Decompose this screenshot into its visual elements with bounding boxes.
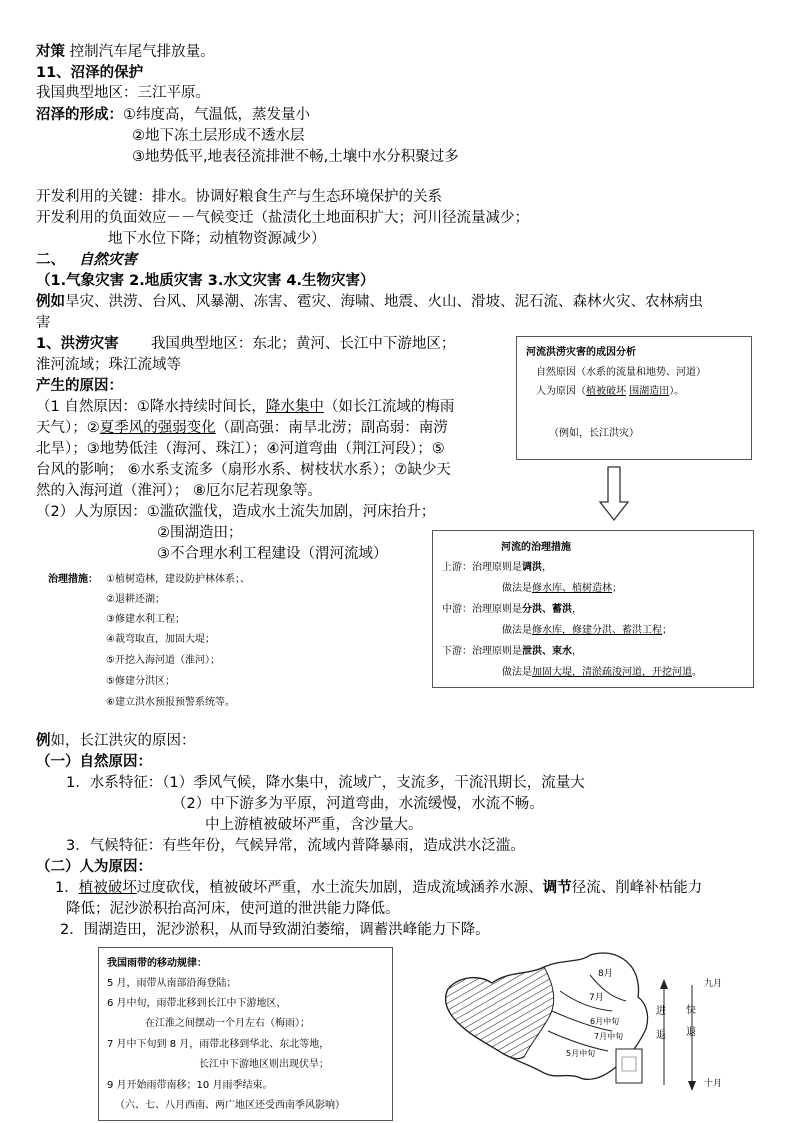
upstream-principle-c: ， — [542, 562, 552, 573]
line-swamp-formation — [36, 105, 310, 125]
measure-item: ⑤修建分洪区； — [106, 676, 175, 687]
label-example: 例如 — [36, 294, 65, 310]
measures-title: 治理措施： — [48, 574, 98, 585]
text-flood-regions: 我国典型地区：东北；黄河、长江中下游地区； — [150, 336, 456, 352]
text-yangtze-intro: 如，长江洪灾的原因： — [50, 733, 196, 749]
text-climate: 3．气候特征：有些年份，气候异常，流域内普降暴雨，造成洪水泛滥。 — [66, 838, 525, 854]
text-disaster-types: （1.气象灾害 2.地质灾害 3.水文灾害 4.生物灾害） — [36, 273, 375, 289]
downstream-principle-b: 泄洪、束水 — [522, 646, 572, 657]
rain-belt-line: 9 月开始雨带南移；10 月雨季结束。 — [107, 1080, 273, 1091]
governance-title: 河流的治理措施 — [501, 542, 571, 553]
cause-box-human-b: 植被破坏 — [586, 386, 626, 397]
text-human-1 — [55, 878, 702, 898]
governance-box — [432, 530, 754, 688]
text-water-system-3: 中上游植被破坏严重，含沙量大。 — [205, 817, 423, 833]
measure-item: ⑤开挖入海河道（淮河）； — [106, 655, 220, 666]
rain-belt-line: （六、七、八月西南、两广地区还受西南季风影响） — [115, 1100, 345, 1111]
measure-item: ③修建水利工程； — [106, 614, 185, 625]
text-human-1a: 1． — [55, 880, 79, 896]
rain-belt-box — [98, 947, 393, 1121]
text-cause-1a: （1 自然原因：①降水持续时间长， — [36, 399, 266, 415]
heading-flood: 1、洪涝灾害 — [36, 336, 119, 352]
line-examples — [36, 292, 703, 312]
cause-box-title: 河流洪涝灾害的成因分析 — [526, 347, 636, 358]
down-arrow-icon — [598, 466, 630, 522]
map-label-oct: 十月 — [704, 1079, 723, 1089]
heading-natural-disaster — [36, 250, 137, 270]
cause-box-human-a: 人为原因（ — [536, 386, 586, 397]
cause-analysis-box — [516, 336, 752, 460]
text-countermeasure: 控制汽车尾气排放量。 — [69, 44, 215, 60]
text-examples: 旱灾、洪涝、台风、风暴潮、冻害、雹灾、海啸、地震、火山、滑坡、泥石流、森林火灾、农林病虫 — [65, 294, 703, 310]
line-countermeasure — [36, 42, 215, 62]
text-human-1b: 植被破坏 — [78, 880, 137, 896]
upstream-method — [502, 582, 622, 596]
downstream-method-c: 。 — [692, 667, 702, 678]
midstream-method — [502, 624, 672, 638]
midstream-method-a: 做法是 — [502, 625, 532, 636]
heading-swamp: 11、沼泽的保护 — [36, 65, 144, 81]
text-cause-3: 北旱）；③地势低洼（海河、珠江）；④河道弯曲（荆江河段）；⑤ — [36, 441, 445, 457]
measure-item: ⑥建立洪水预报预警系统等。 — [106, 697, 235, 708]
rain-belt-line: 长江中下游地区则出现伏旱； — [199, 1059, 329, 1070]
map-label-fast: 快退 — [686, 1005, 696, 1038]
text-formation-3: ③地势低平,地表径流排泄不畅,土壤中水分积聚过多 — [132, 149, 459, 165]
text-human-1c: 过度砍伐，植被破坏严重，水土流失加剧，造成流域涵养水源、 — [136, 880, 543, 896]
midstream-principle-c: ， — [572, 604, 582, 615]
text-human-cause-2: ②围湖造田； — [157, 525, 243, 541]
rain-belt-line: 在江淮之间摆动一个月左右（梅雨）； — [145, 1018, 310, 1029]
text-cause-2b: 夏季风的强弱变化 — [99, 420, 216, 436]
text-cause-1c: （如长江流域的梅雨 — [323, 399, 455, 415]
text-examples-cont: 害 — [36, 315, 51, 331]
map-label-jul: 7月 — [589, 993, 604, 1003]
text-formation-1: ①纬度高，气温低，蒸发量小 — [123, 107, 310, 123]
upstream-method-a: 做法是 — [502, 583, 532, 594]
downstream-principle-c: ， — [572, 646, 582, 657]
text-water-system-2: （2）中下游多为平原，河道弯曲，水流缓慢，水流不畅。 — [172, 796, 544, 812]
map-label-may: 5月中旬 — [566, 1049, 596, 1058]
midstream-method-b: 修水库，修建分洪、蓄洪工程 — [532, 625, 662, 636]
measure-item: ④裁弯取直，加固大堤； — [106, 634, 215, 645]
cause-box-example: （例如，长江洪灾） — [549, 428, 639, 439]
text-flood-regions-2: 淮河流域；珠江流域等 — [36, 357, 181, 373]
text-cause-2c: （副高强：南旱北涝；副高弱：南涝 — [215, 420, 448, 436]
downstream-principle — [442, 645, 582, 659]
measure-item: ②退耕还湖； — [106, 594, 165, 605]
midstream-principle-a: 中游：治理原则是 — [442, 604, 522, 615]
upstream-method-c: ； — [612, 583, 622, 594]
rain-belt-line: 7 月中下旬到 8 月，雨带北移到华北、东北等地， — [107, 1039, 330, 1050]
text-typical-region: 我国典型地区：三江平原。 — [36, 85, 210, 101]
text-cause-4: 台风的影响； ⑥水系支流多（扇形水系、树枝状水系）；⑦缺少天 — [36, 462, 451, 478]
map-label-aug: 8月 — [598, 969, 613, 979]
text-dev-negative-2: 地下水位下降；动植物资源减少） — [108, 231, 326, 247]
line-yangtze-example — [36, 731, 196, 751]
label-natural-disaster: 自然灾害 — [78, 252, 137, 268]
upstream-principle-a: 上游：治理原则是 — [442, 562, 522, 573]
midstream-principle — [442, 603, 582, 617]
cause-box-human-d: ）。 — [669, 386, 685, 397]
text-cause-2 — [36, 418, 448, 438]
rain-belt-title: 我国雨带的移动规律： — [107, 958, 207, 969]
midstream-method-c: ； — [662, 625, 672, 636]
measure-item: ①植树造林，建设防护林体系；、 — [106, 574, 250, 585]
map-label-junmid: 6月中旬 — [590, 1017, 620, 1026]
cause-box-human-c: 围湖造田 — [629, 386, 670, 397]
cause-box-natural: 自然原因（水系的流量和地势、河道） — [536, 367, 706, 378]
heading-natural-causes: （一）自然原因： — [36, 754, 152, 770]
text-cause-1b: 降水集中 — [265, 399, 324, 415]
label-example-2: 例 — [36, 733, 51, 749]
heading-human-causes: （二）人为原因： — [36, 859, 152, 875]
downstream-method-a: 做法是 — [502, 667, 532, 678]
label-section-two: 二、 — [36, 252, 65, 268]
text-human-1d: 调节 — [542, 880, 572, 896]
rain-belt-line: 5 月，雨带从南部沿海登陆； — [107, 978, 237, 989]
text-human-1-cont: 降低；泥沙淤积抬高河床，使河道的泄洪能力降低。 — [66, 901, 400, 917]
upstream-principle-b: 调洪 — [522, 562, 542, 573]
map-label-advance: 进退 — [656, 1006, 666, 1041]
text-dev-key: 开发利用的关键：排水。协调好粮食生产与生态环境保护的关系 — [36, 189, 442, 205]
line-flood-heading — [36, 334, 455, 354]
upstream-principle — [442, 561, 552, 575]
text-human-cause-3: ③不合理水利工程建设（渭河流域） — [157, 546, 388, 562]
text-human-2: 2．围湖造田，泥沙淤积，从而导致湖泊萎缩，调蓄洪峰能力下降。 — [60, 922, 490, 938]
text-formation-2: ②地下冻土层形成不透水层 — [132, 128, 305, 144]
text-water-system-1: 1．水系特征：（1）季风气候，降水集中，流域广，支流多，干流汛期长，流量大 — [66, 775, 585, 791]
text-human-cause-1: （2）人为原因：①滥砍滥伐，造成水土流失加剧，河床抬升； — [36, 504, 436, 520]
heading-causes: 产生的原因： — [36, 378, 123, 394]
label-swamp-formation: 沼泽的形成： — [36, 107, 123, 123]
downstream-principle-a: 下游：治理原则是 — [442, 646, 522, 657]
cause-box-human — [536, 385, 684, 399]
map-label-junlow: 7月中旬 — [594, 1032, 624, 1041]
map-label-sep: 九月 — [704, 979, 723, 989]
midstream-principle-b: 分洪、蓄洪 — [522, 604, 572, 615]
rain-belt-line: 6 月中旬，雨带北移到长江中下游地区， — [107, 998, 287, 1009]
upstream-method-b: 修水库、植树造林 — [532, 583, 612, 594]
downstream-method — [502, 666, 702, 680]
text-human-1e: 径流、削峰补枯能力 — [571, 880, 703, 896]
label-countermeasure: 对策 — [36, 44, 65, 60]
text-cause-5: 然的入海河道（淮河）； ⑧厄尔尼若现象等。 — [36, 483, 322, 499]
text-cause-1 — [36, 397, 454, 417]
downstream-method-b: 加固大堤，清淤疏浚河道，开挖河道 — [532, 667, 692, 678]
text-cause-2a: 天气）；② — [36, 420, 100, 436]
text-dev-negative: 开发利用的负面效应－－气候变迁（盐渍化土地面积扩大；河川径流量减少； — [36, 210, 529, 226]
